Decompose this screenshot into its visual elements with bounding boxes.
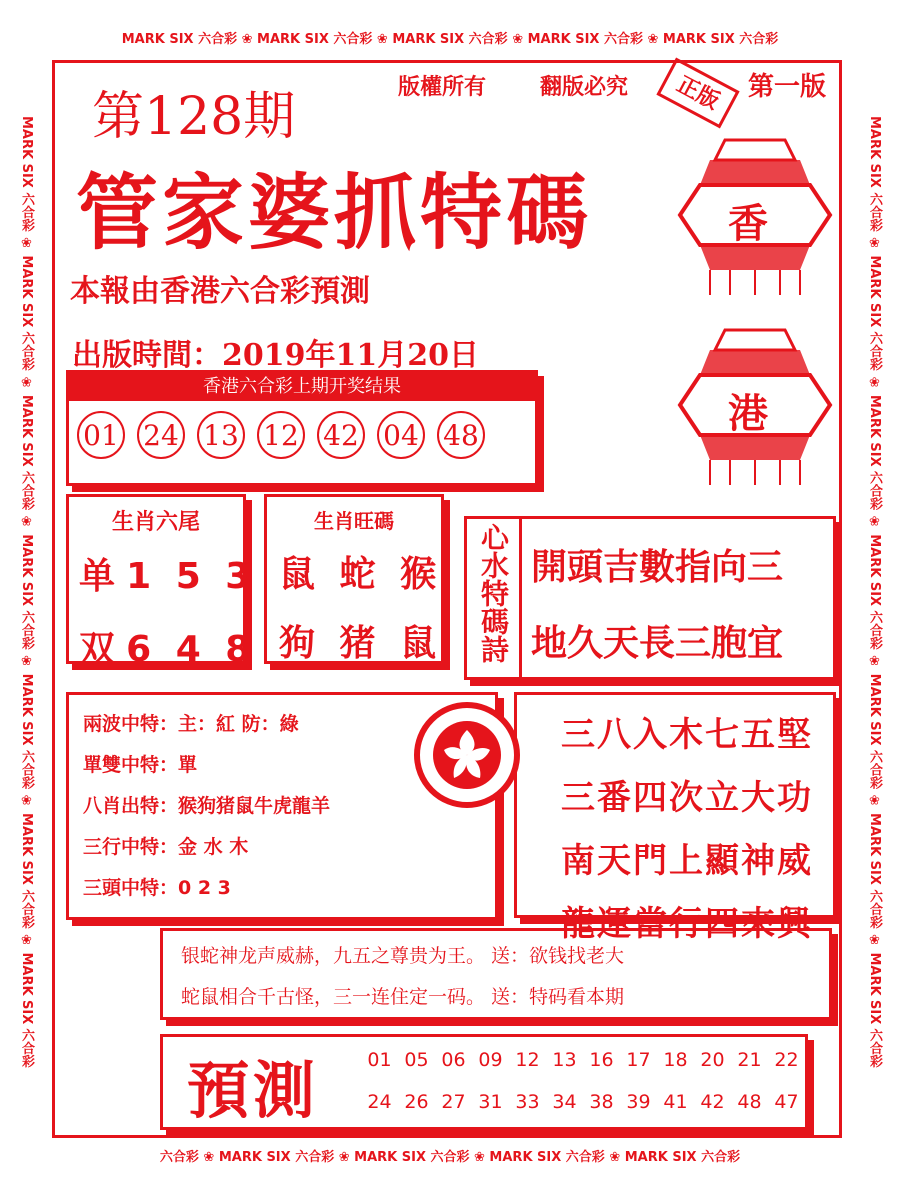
prediction-number: 39	[626, 1091, 651, 1113]
right-border-text: MARK SIX 六合彩 ❀ MARK SIX 六合彩 ❀ MARK SIX 六合彩 ❀ MARK SIX 六合彩 ❀ MARK SIX 六合彩 ❀ MARK SIX 六合彩 ❀ MARK SIX 六合彩	[867, 116, 882, 1068]
verse-line-2: 蛇鼠相合千古怪，三一连住定一码。 送：特码看本期	[181, 986, 625, 1008]
main-title: 管家婆抓特碼	[76, 165, 593, 261]
prediction-box	[160, 1034, 808, 1130]
result-ball: 13	[197, 411, 245, 459]
left-border-text: MARK SIX 六合彩 ❀ MARK SIX 六合彩 ❀ MARK SIX 六合彩 ❀ MARK SIX 六合彩 ❀ MARK SIX 六合彩 ❀ MARK SIX 六合彩 ❀ MARK SIX 六合彩	[19, 116, 34, 1068]
tip-item: 單雙中特：單	[83, 754, 198, 776]
prediction-label: 預測	[187, 1054, 320, 1127]
tip-item: 三頭中特：0 2 3	[83, 877, 231, 899]
result-ball: 42	[317, 411, 365, 459]
result-ball: 01	[77, 411, 125, 459]
zodiac-hot-box	[264, 494, 444, 664]
subtitle: 本報由香港六合彩預測	[70, 274, 370, 309]
prediction-number: 38	[589, 1091, 614, 1113]
poem2-line: 三八入木七五堅	[561, 715, 813, 755]
poem-vertical-label: 心水特碼詩	[477, 523, 510, 663]
poem2-box	[514, 692, 836, 944]
results-caption: 香港六合彩上期开奖结果	[69, 373, 535, 401]
odd-values: 1 5 3	[126, 556, 257, 597]
prediction-row-2	[361, 1091, 805, 1113]
prediction-number: 41	[663, 1091, 688, 1113]
result-ball: 12	[257, 411, 305, 459]
zodiac-hot-row2: 狗 猪 鼠	[279, 623, 443, 664]
issue-number: 第128期	[92, 87, 296, 147]
prediction-number: 16	[589, 1049, 614, 1071]
prediction-number: 21	[737, 1049, 762, 1071]
results-box	[66, 370, 538, 486]
prediction-number: 05	[404, 1049, 429, 1071]
lantern-icon	[670, 320, 840, 490]
even-label: 双	[79, 629, 122, 670]
authentic-stamp: 正版	[656, 58, 739, 129]
prediction-number: 17	[626, 1049, 651, 1071]
prediction-number: 06	[441, 1049, 466, 1071]
prediction-number: 24	[367, 1091, 392, 1113]
poem2-line: 龍運當行四來興	[561, 904, 813, 944]
prediction-number: 33	[515, 1091, 540, 1113]
prediction-number: 22	[774, 1049, 799, 1071]
lantern-icon	[670, 130, 840, 300]
top-border-text: MARK SIX 六合彩 ❀ MARK SIX 六合彩 ❀ MARK SIX 六合彩 ❀ MARK SIX 六合彩 ❀ MARK SIX 六合彩	[121, 32, 779, 47]
zodiac-hot-row1: 鼠 蛇 猴	[279, 554, 443, 595]
prediction-number: 13	[552, 1049, 577, 1071]
prediction-number: 01	[367, 1049, 392, 1071]
prediction-number: 18	[663, 1049, 688, 1071]
result-ball: 48	[437, 411, 485, 459]
prediction-number: 26	[404, 1091, 429, 1113]
result-ball: 24	[137, 411, 185, 459]
even-values: 6 4 8	[126, 629, 257, 670]
zodiac-tail-box	[66, 494, 257, 670]
tip-item: 八肖出特：猴狗猪鼠牛虎龍羊	[83, 795, 331, 817]
prediction-row-1	[361, 1049, 805, 1071]
prediction-number: 48	[737, 1091, 762, 1113]
lantern-char-2: 港	[728, 390, 768, 437]
poem-line-1: 開頭吉數指向三	[531, 547, 784, 588]
prediction-number: 47	[774, 1091, 799, 1113]
zodiac-tail-heading: 生肖六尾	[111, 509, 200, 535]
publish-date: 出版時間：2019年11月20日	[72, 338, 479, 373]
poem2-line: 三番四次立大功	[561, 778, 813, 818]
tip-item: 兩波中特：主：紅 防：綠	[83, 713, 299, 735]
prediction-number: 31	[478, 1091, 503, 1113]
edition-label: 第一版	[748, 72, 827, 102]
copyright-text: 版權所有	[398, 74, 487, 100]
prediction-number: 27	[441, 1091, 466, 1113]
odd-label: 单	[79, 556, 122, 597]
lantern-char-1: 香	[728, 200, 768, 247]
poem-box	[464, 516, 836, 680]
hk-emblem-icon	[412, 700, 522, 810]
prediction-number: 20	[700, 1049, 725, 1071]
tip-item: 三行中特：金 水 木	[83, 836, 249, 858]
no-copy-text: 翻版必究	[540, 74, 629, 100]
verse-box	[160, 928, 832, 1020]
prediction-number: 09	[478, 1049, 503, 1071]
prediction-number: 12	[515, 1049, 540, 1071]
prediction-number: 42	[700, 1091, 725, 1113]
verse-line-1: 银蛇神龙声威赫，九五之尊贵为王。 送：欲钱找老大	[181, 945, 625, 967]
prediction-number: 34	[552, 1091, 577, 1113]
result-ball: 04	[377, 411, 425, 459]
poem2-line: 南天門上顯神威	[561, 841, 813, 881]
zodiac-hot-heading: 生肖旺碼	[314, 509, 394, 533]
poem-line-2: 地久天長三胞宜	[531, 623, 784, 664]
bottom-border-text: 六合彩 ❀ MARK SIX 六合彩 ❀ MARK SIX 六合彩 ❀ MARK SIX 六合彩 ❀ MARK SIX 六合彩	[159, 1150, 741, 1165]
results-balls	[69, 401, 535, 459]
